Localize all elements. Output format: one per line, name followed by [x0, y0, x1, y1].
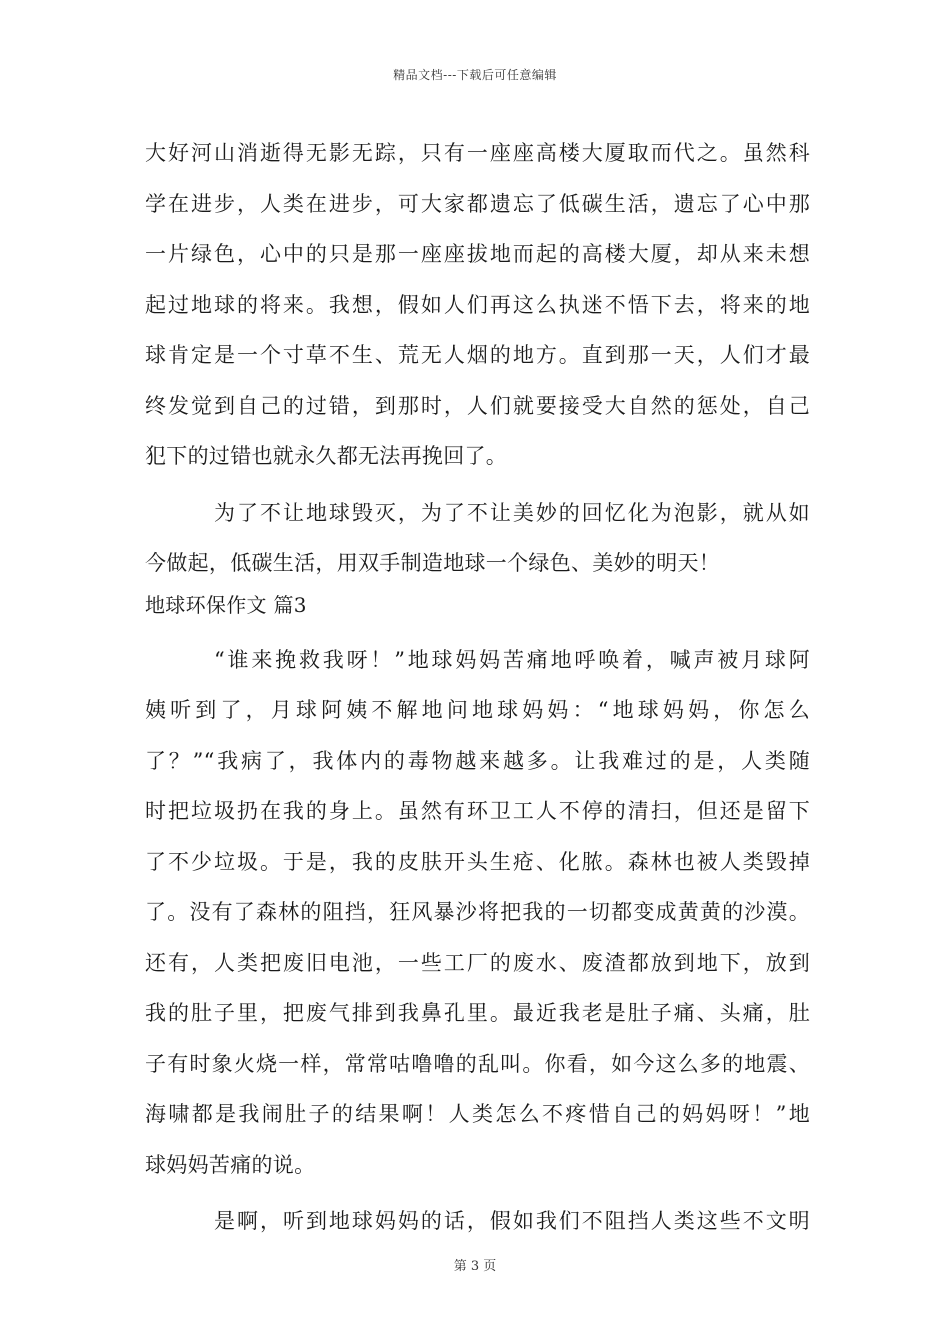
text-line: 时把垃圾扔在我的身上。虽然有环卫工人不停的清扫，但还是留下 — [145, 799, 810, 823]
text-line: 还有，人类把废旧电池，一些工厂的废水、废渣都放到地下，放到 — [145, 950, 810, 975]
paragraph — [145, 635, 810, 1191]
text-line: 了不少垃圾。于是，我的皮肤开头生疮、化脓。森林也被人类毁掉 — [145, 849, 810, 874]
paragraph — [145, 488, 810, 589]
text-line: 为了不让地球毁灭，为了不让美妙的回忆化为泡影，就从如 — [214, 500, 810, 525]
document-body — [145, 128, 810, 1247]
text-line: 海啸都是我闹肚子的结果啊！人类怎么不疼惜自己的妈妈呀！”地 — [145, 1102, 810, 1126]
text-line: 起过地球的将来。我想，假如人们再这么执迷不悟下去，将来的地 — [145, 292, 810, 317]
paragraph — [145, 1196, 810, 1247]
text-line: 球妈妈苦痛的说。 — [145, 1152, 316, 1177]
paragraph — [145, 128, 810, 482]
text-line: 球肯定是一个寸草不生、荒无人烟的地方。直到那一天，人们才最 — [145, 343, 810, 367]
text-line: “谁来挽救我呀！”地球妈妈苦痛地呼唤着，喊声被月球阿 — [214, 647, 810, 672]
text-line: 了。没有了森林的阻挡，狂风暴沙将把我的一切都变成黄黄的沙漠。 — [145, 900, 810, 924]
text-line: 我的肚子里，把废气排到我鼻孔里。最近我老是肚子痛、头痛，肚 — [145, 1001, 810, 1025]
section-title: 地球环保作文 篇3 — [145, 592, 307, 617]
text-line: 姨听到了，月球阿姨不解地问地球妈妈：“地球妈妈，你怎么 — [145, 698, 810, 722]
page-header: 精品文档---下载后可任意编辑 — [393, 68, 557, 82]
text-line: 一片绿色，心中的只是那一座座拔地而起的高楼大厦，却从来未想 — [145, 242, 810, 266]
text-line: 子有时象火烧一样，常常咕噜噜的乱叫。你看，如今这么多的地震、 — [145, 1051, 810, 1076]
text-line: 大好河山消逝得无影无踪，只有一座座高楼大厦取而代之。虽然科 — [145, 141, 810, 165]
text-line: 今做起，低碳生活，用双手制造地球一个绿色、美妙的明天！ — [145, 551, 721, 575]
text-line: 是啊，听到地球妈妈的话，假如我们不阻挡人类这些不文明 — [214, 1209, 810, 1233]
text-line: 学在进步，人类在进步，可大家都遗忘了低碳生活，遗忘了心中那 — [145, 191, 810, 216]
text-line: 终发觉到自己的过错，到那时，人们就要接受大自然的惩处，自己 — [145, 393, 810, 418]
text-line: 犯下的过错也就永久都无法再挽回了。 — [145, 444, 508, 468]
page-number: 第 3 页 — [453, 1259, 497, 1274]
text-line: 了？”“我病了，我体内的毒物越来越多。让我难过的是，人类随 — [145, 748, 810, 773]
